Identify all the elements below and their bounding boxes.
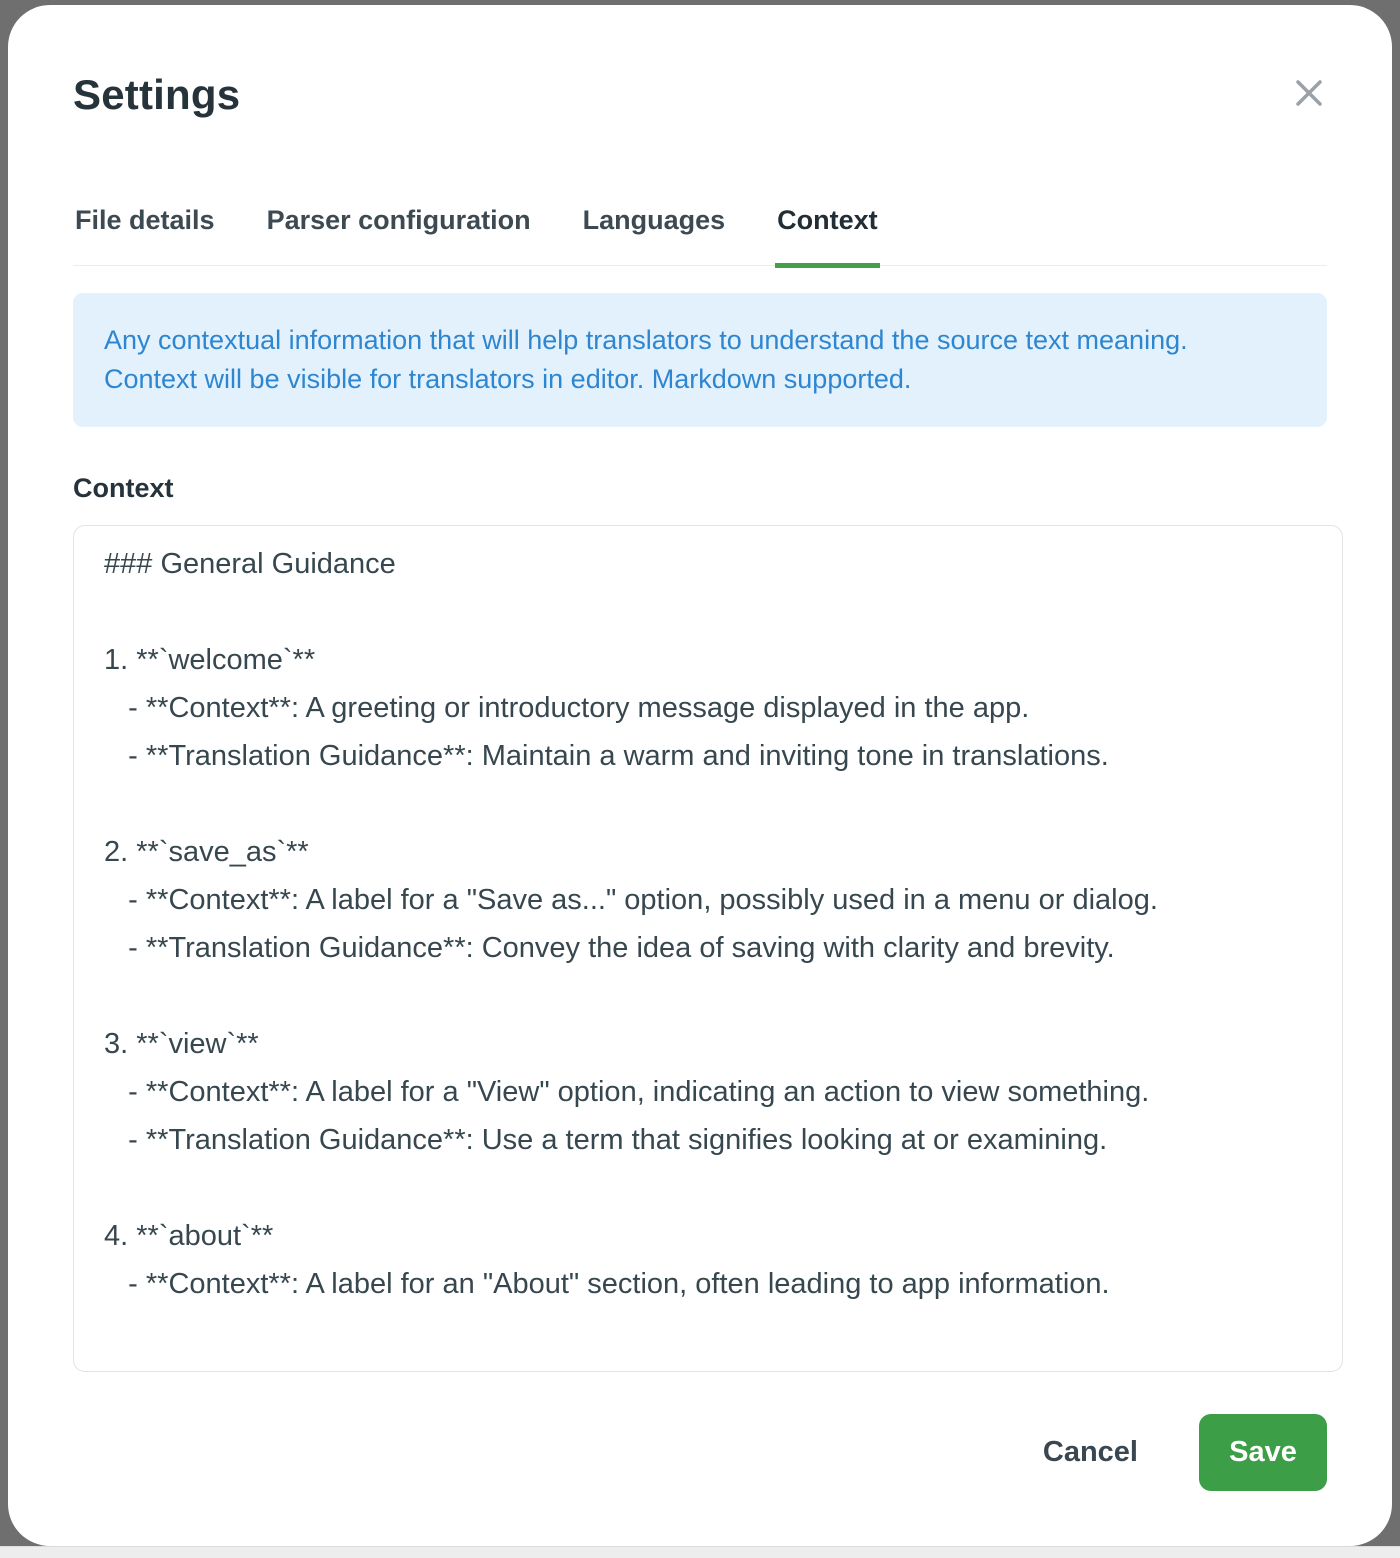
modal-header — [73, 5, 1327, 119]
save-button[interactable]: Save — [1199, 1414, 1327, 1491]
info-banner-text: Any contextual information that will help translators to understand the source text meaning. Context will be visible for translators in editor. Markdown supported. — [104, 325, 1188, 394]
tab-context[interactable]: Context — [775, 205, 880, 268]
page-background-strip — [0, 1546, 1400, 1558]
context-textarea[interactable] — [73, 525, 1343, 1372]
info-banner — [73, 293, 1327, 427]
cancel-button[interactable]: Cancel — [1037, 1426, 1144, 1479]
context-field-label: Context — [73, 473, 174, 503]
tab-parser-configuration[interactable]: Parser configuration — [265, 205, 533, 268]
settings-modal — [8, 5, 1392, 1546]
close-button[interactable] — [1285, 69, 1333, 117]
modal-title: Settings — [73, 71, 241, 118]
modal-footer — [73, 1372, 1327, 1546]
tab-file-details[interactable]: File details — [73, 205, 217, 268]
tab-languages[interactable]: Languages — [581, 205, 728, 268]
close-icon — [1292, 76, 1326, 110]
tab-bar — [73, 205, 1327, 266]
